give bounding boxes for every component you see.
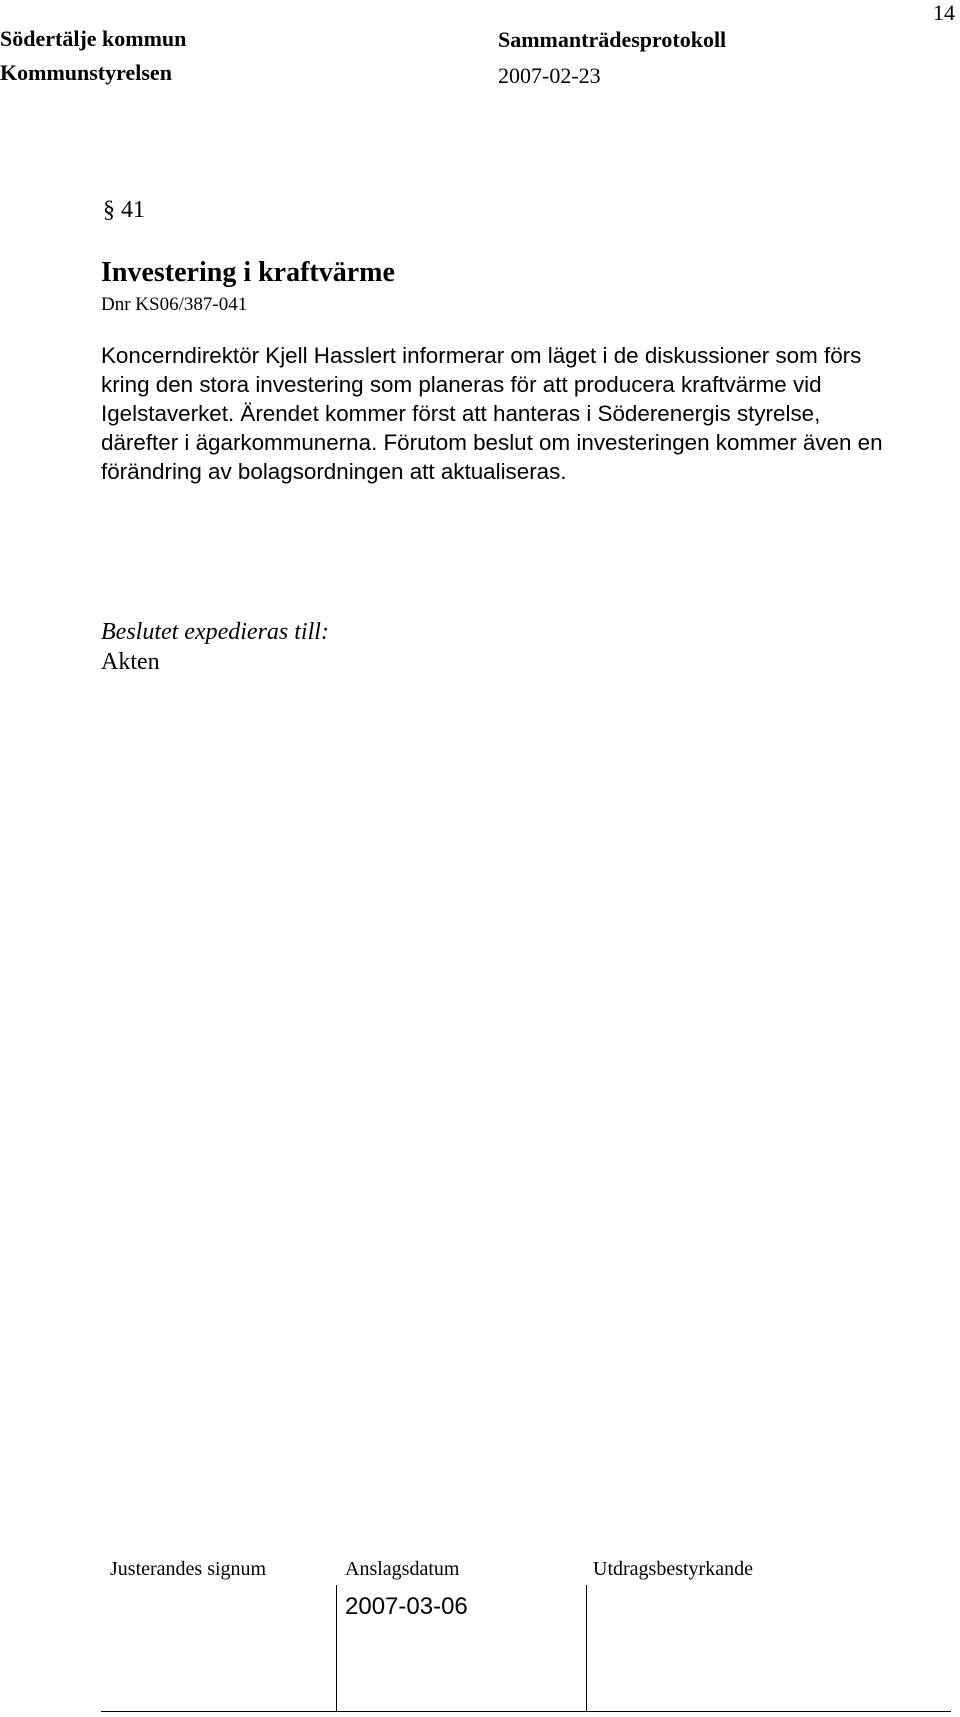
footer-posting-date-label: Anslagsdatum [345,1558,460,1580]
footer-posting-date: 2007-03-06 [345,1593,468,1620]
footer-divider-right [586,1585,587,1712]
header-date: 2007-02-23 [498,63,601,88]
footer-certification-label: Utdragsbestyrkande [593,1558,753,1580]
footer-signature-label: Justerandes signum [110,1558,267,1580]
section-title: Investering i kraftvärme [101,257,395,288]
expedition-label: Beslutet expedieras till: [101,619,329,645]
expedition-recipient: Akten [101,649,160,675]
body-paragraph: Koncerndirektör Kjell Hasslert informerar om läget i de diskussioner som förs kring den stora investering som planeras för att producera kraftvärme vid Igelstaverket. Ärendet kommer först att hanteras i Söderenergis styrelse, därefter i ägarkommunerna. Förutom beslut om investeringen kommer även en förändring av bolagsordningen att aktualiseras. [101,343,883,484]
diary-number: Dnr KS06/387-041 [101,294,248,315]
header-unit: Kommunstyrelsen [0,60,172,85]
footer-divider-left [336,1585,337,1712]
section-number: § 41 [103,197,145,223]
header-doc-type: Sammanträdesprotokoll [498,27,727,52]
body-text [101,341,951,486]
header-org: Södertälje kommun [0,26,187,51]
page-number: 14 [933,0,955,25]
footer-bottom-rule [101,1711,951,1712]
